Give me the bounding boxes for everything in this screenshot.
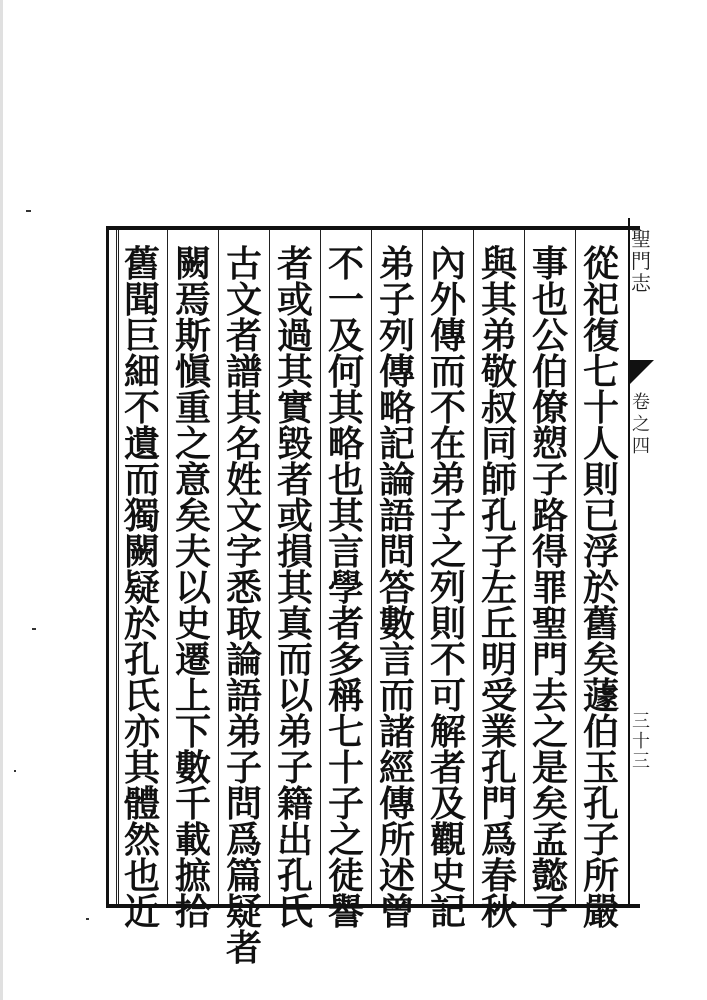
fold-page-char: 三 xyxy=(632,751,650,772)
text-char: 其 xyxy=(480,279,517,321)
text-char: 七 xyxy=(582,351,619,393)
text-char: 不 xyxy=(327,243,364,285)
text-char: 問 xyxy=(378,531,415,573)
text-char: 毀 xyxy=(276,423,313,465)
text-char: 譽 xyxy=(327,891,364,933)
text-char: 春 xyxy=(480,855,517,897)
text-column xyxy=(269,232,321,933)
text-char: 明 xyxy=(480,639,517,681)
text-char: 不 xyxy=(429,639,466,681)
text-char: 文 xyxy=(225,495,262,537)
text-char: 路 xyxy=(531,495,568,537)
text-char: 於 xyxy=(582,567,619,609)
text-char: 損 xyxy=(276,531,313,573)
text-column xyxy=(473,232,525,933)
text-char: 列 xyxy=(378,315,415,357)
text-char: 亦 xyxy=(123,711,160,753)
fold-title-char: 聖 xyxy=(631,227,651,251)
text-char: 出 xyxy=(276,819,313,861)
text-char: 浮 xyxy=(582,531,619,573)
text-char: 述 xyxy=(378,855,415,897)
text-char: 細 xyxy=(123,351,160,393)
text-char: 字 xyxy=(225,531,262,573)
text-char: 稱 xyxy=(327,675,364,717)
text-char: 聞 xyxy=(123,279,160,321)
text-char: 氏 xyxy=(123,675,160,717)
text-char: 解 xyxy=(429,711,466,753)
text-char: 丘 xyxy=(480,603,517,645)
text-char: 得 xyxy=(531,531,568,573)
text-char: 子 xyxy=(378,279,415,321)
text-char: 矣 xyxy=(531,783,568,825)
text-char: 孔 xyxy=(480,747,517,789)
text-char: 傳 xyxy=(429,315,466,357)
text-char: 矣 xyxy=(174,495,211,537)
text-char: 已 xyxy=(582,495,619,537)
text-char: 爲 xyxy=(480,819,517,861)
text-column xyxy=(320,232,372,933)
text-char: 聖 xyxy=(531,603,568,645)
text-char: 言 xyxy=(327,531,364,573)
text-char: 斯 xyxy=(174,315,211,357)
text-char: 以 xyxy=(276,675,313,717)
text-char: 孔 xyxy=(480,495,517,537)
text-char: 略 xyxy=(378,387,415,429)
speck xyxy=(86,918,89,920)
text-char: 真 xyxy=(276,603,313,645)
text-char: 譜 xyxy=(225,351,262,393)
text-char: 記 xyxy=(429,891,466,933)
text-char: 其 xyxy=(225,387,262,429)
text-char: 十 xyxy=(582,387,619,429)
text-char: 何 xyxy=(327,351,364,393)
text-char: 觀 xyxy=(429,819,466,861)
fold-title-char: 志 xyxy=(631,271,651,295)
text-char: 七 xyxy=(327,711,364,753)
text-char: 所 xyxy=(378,819,415,861)
text-char: 疑 xyxy=(225,891,262,933)
text-char: 者 xyxy=(276,243,313,285)
text-char: 古 xyxy=(225,243,262,285)
text-char: 遺 xyxy=(123,423,160,465)
text-char: 可 xyxy=(429,675,466,717)
fold-volume xyxy=(630,392,652,458)
text-char: 則 xyxy=(582,459,619,501)
text-char: 或 xyxy=(276,279,313,321)
text-char: 言 xyxy=(378,639,415,681)
text-char: 則 xyxy=(429,603,466,645)
text-char: 業 xyxy=(480,711,517,753)
text-char: 十 xyxy=(327,747,364,789)
text-char: 諸 xyxy=(378,711,415,753)
text-char: 焉 xyxy=(174,279,211,321)
text-char: 不 xyxy=(429,387,466,429)
fold-page-char: 三 xyxy=(632,711,650,732)
text-char: 闕 xyxy=(174,243,211,285)
text-char: 事 xyxy=(531,243,568,285)
text-char: 而 xyxy=(276,639,313,681)
text-char: 史 xyxy=(174,603,211,645)
text-char: 或 xyxy=(276,495,313,537)
text-char: 問 xyxy=(225,783,262,825)
text-char: 嚴 xyxy=(582,891,619,933)
text-char: 其 xyxy=(276,351,313,393)
fold-volume-char: 之 xyxy=(632,414,650,435)
text-char: 子 xyxy=(429,495,466,537)
text-char: 是 xyxy=(531,747,568,789)
page-edge xyxy=(0,0,3,1000)
text-char: 而 xyxy=(378,675,415,717)
text-char: 闕 xyxy=(123,531,160,573)
text-char: 學 xyxy=(327,567,364,609)
text-column xyxy=(371,232,423,933)
text-char: 子 xyxy=(327,783,364,825)
text-char: 之 xyxy=(531,711,568,753)
text-char: 下 xyxy=(174,711,211,753)
text-char: 巨 xyxy=(123,315,160,357)
text-char: 數 xyxy=(174,747,211,789)
text-char: 及 xyxy=(429,783,466,825)
text-char: 敬 xyxy=(480,351,517,393)
text-char: 載 xyxy=(174,819,211,861)
speck xyxy=(32,628,36,630)
text-column xyxy=(167,232,219,933)
text-char: 舊 xyxy=(582,603,619,645)
text-char: 者 xyxy=(276,459,313,501)
text-char: 僚 xyxy=(531,387,568,429)
text-char: 矣 xyxy=(582,639,619,681)
text-char: 遷 xyxy=(174,639,211,681)
text-char: 之 xyxy=(174,423,211,465)
text-char: 子 xyxy=(225,747,262,789)
text-char: 受 xyxy=(480,675,517,717)
fold-volume-char: 四 xyxy=(632,436,650,457)
text-char: 師 xyxy=(480,459,517,501)
text-char: 及 xyxy=(327,315,364,357)
text-column xyxy=(524,232,576,933)
text-char: 於 xyxy=(123,603,160,645)
text-char: 者 xyxy=(429,747,466,789)
text-char: 人 xyxy=(582,423,619,465)
text-char: 公 xyxy=(531,315,568,357)
speck xyxy=(14,770,16,772)
text-char: 實 xyxy=(276,387,313,429)
text-char: 記 xyxy=(378,423,415,465)
fold-title xyxy=(630,228,652,294)
text-char: 史 xyxy=(429,855,466,897)
text-char: 弟 xyxy=(429,459,466,501)
text-char: 姓 xyxy=(225,459,262,501)
text-char: 名 xyxy=(225,423,262,465)
fold-page-char: 十 xyxy=(632,731,650,752)
text-char: 同 xyxy=(480,423,517,465)
text-char: 弟 xyxy=(225,711,262,753)
text-char: 氏 xyxy=(276,891,313,933)
text-char: 爲 xyxy=(225,819,262,861)
text-char: 而 xyxy=(123,459,160,501)
text-char: 秋 xyxy=(480,891,517,933)
text-char: 子 xyxy=(480,531,517,573)
text-char: 愼 xyxy=(174,351,211,393)
text-column xyxy=(218,232,270,969)
text-char: 懿 xyxy=(531,855,568,897)
text-char: 然 xyxy=(123,819,160,861)
text-char: 孔 xyxy=(123,639,160,681)
text-char: 子 xyxy=(582,819,619,861)
text-char: 列 xyxy=(429,567,466,609)
fold-page-number xyxy=(630,712,652,772)
text-column xyxy=(116,232,168,933)
text-char: 之 xyxy=(429,531,466,573)
text-char: 經 xyxy=(378,747,415,789)
text-char: 千 xyxy=(174,783,211,825)
text-char: 曾 xyxy=(378,891,415,933)
text-char: 多 xyxy=(327,639,364,681)
text-char: 弟 xyxy=(276,711,313,753)
text-char: 從 xyxy=(582,243,619,285)
text-char: 答 xyxy=(378,567,415,609)
text-char: 者 xyxy=(225,927,262,969)
column-rule xyxy=(116,230,117,904)
text-char: 子 xyxy=(531,459,568,501)
text-char: 其 xyxy=(276,567,313,609)
text-char: 伯 xyxy=(531,351,568,393)
text-char: 內 xyxy=(429,243,466,285)
text-char: 孔 xyxy=(582,783,619,825)
text-char: 上 xyxy=(174,675,211,717)
text-char: 所 xyxy=(582,855,619,897)
text-char: 者 xyxy=(327,603,364,645)
text-char: 徒 xyxy=(327,855,364,897)
text-char: 近 xyxy=(123,891,160,933)
text-char: 以 xyxy=(174,567,211,609)
text-char: 之 xyxy=(327,819,364,861)
text-char: 罪 xyxy=(531,567,568,609)
text-char: 也 xyxy=(123,855,160,897)
text-char: 夫 xyxy=(174,531,211,573)
text-char: 疑 xyxy=(123,567,160,609)
text-char: 其 xyxy=(123,747,160,789)
text-char: 舊 xyxy=(123,243,160,285)
text-char: 者 xyxy=(225,315,262,357)
text-char: 意 xyxy=(174,459,211,501)
text-char: 子 xyxy=(531,891,568,933)
text-column xyxy=(575,232,627,933)
text-char: 蘧 xyxy=(582,675,619,717)
text-char: 傳 xyxy=(378,351,415,393)
text-char: 也 xyxy=(327,459,364,501)
text-char: 愬 xyxy=(531,423,568,465)
text-char: 孟 xyxy=(531,819,568,861)
text-char: 子 xyxy=(276,747,313,789)
text-char: 叔 xyxy=(480,387,517,429)
text-char: 籍 xyxy=(276,783,313,825)
text-char: 文 xyxy=(225,279,262,321)
text-char: 玉 xyxy=(582,747,619,789)
text-char: 體 xyxy=(123,783,160,825)
text-char: 論 xyxy=(225,639,262,681)
text-char: 摭 xyxy=(174,855,211,897)
text-char: 而 xyxy=(429,351,466,393)
text-char: 重 xyxy=(174,387,211,429)
text-char: 弟 xyxy=(378,243,415,285)
text-char: 過 xyxy=(276,315,313,357)
text-char: 也 xyxy=(531,279,568,321)
speck xyxy=(26,210,31,212)
text-char: 略 xyxy=(327,423,364,465)
text-char: 外 xyxy=(429,279,466,321)
text-char: 門 xyxy=(480,783,517,825)
text-char: 復 xyxy=(582,315,619,357)
center-fold xyxy=(628,218,656,908)
text-char: 論 xyxy=(378,459,415,501)
text-char: 獨 xyxy=(123,495,160,537)
text-char: 拾 xyxy=(174,891,211,933)
fold-title-char: 門 xyxy=(631,249,651,273)
text-column xyxy=(422,232,474,933)
text-char: 其 xyxy=(327,387,364,429)
text-char: 其 xyxy=(327,495,364,537)
text-char: 悉 xyxy=(225,567,262,609)
text-char: 取 xyxy=(225,603,262,645)
text-char: 孔 xyxy=(276,855,313,897)
text-char: 弟 xyxy=(480,315,517,357)
text-char: 一 xyxy=(327,279,364,321)
text-char: 篇 xyxy=(225,855,262,897)
text-char: 傳 xyxy=(378,783,415,825)
fold-volume-char: 卷 xyxy=(632,392,650,413)
text-char: 去 xyxy=(531,675,568,717)
text-char: 門 xyxy=(531,639,568,681)
text-char: 在 xyxy=(429,423,466,465)
text-char: 與 xyxy=(480,243,517,285)
text-char: 祀 xyxy=(582,279,619,321)
text-char: 語 xyxy=(225,675,262,717)
text-char: 不 xyxy=(123,387,160,429)
text-char: 數 xyxy=(378,603,415,645)
text-char: 語 xyxy=(378,495,415,537)
text-char: 伯 xyxy=(582,711,619,753)
text-char: 左 xyxy=(480,567,517,609)
